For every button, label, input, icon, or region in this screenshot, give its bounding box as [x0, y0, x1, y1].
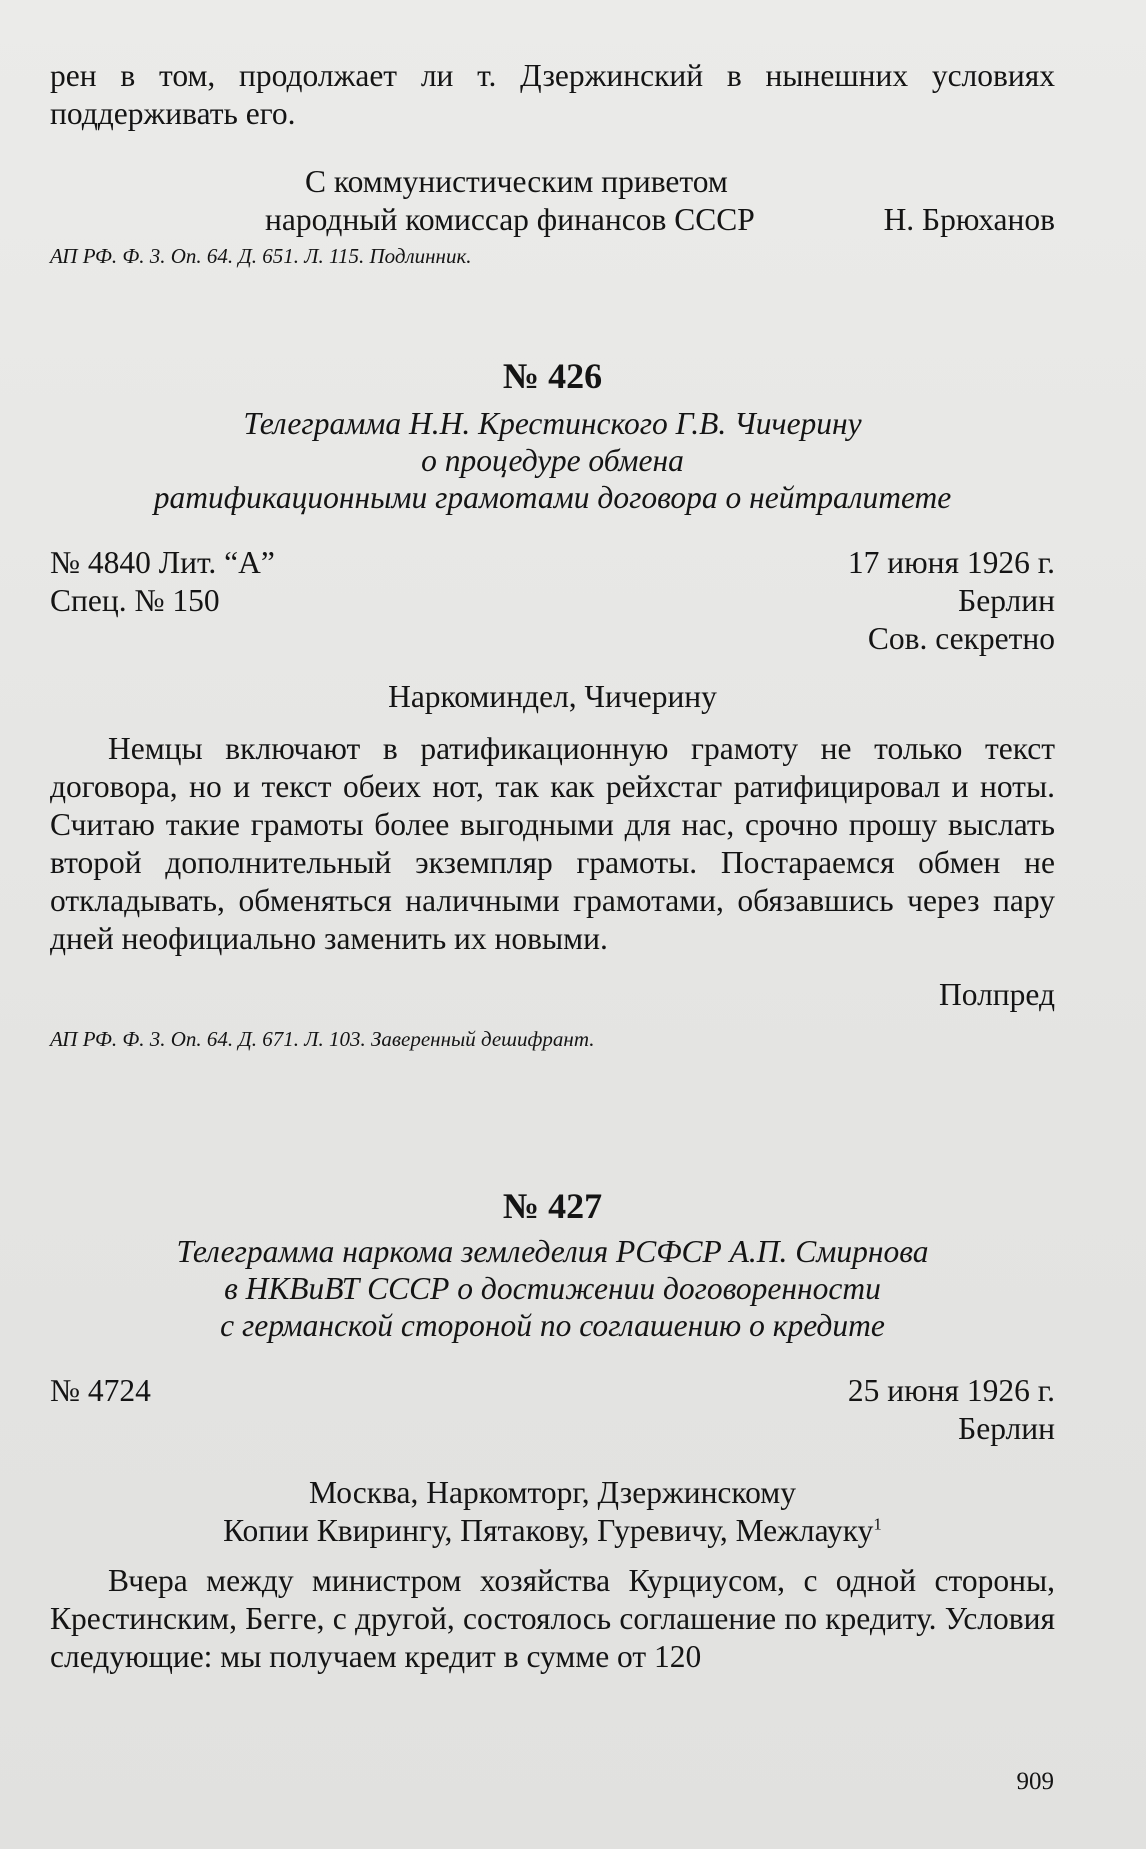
closing-greeting: С коммунистическим приветом [305, 164, 728, 199]
document-title-line: о процедуре обмена [421, 443, 684, 478]
reference-row [50, 1372, 1055, 1410]
signature-name: Н. Брюханов [883, 202, 1055, 237]
classification: Сов. секретно [867, 621, 1055, 656]
document-body: Немцы включают в ратификационную грамоту не только текст договора, но и текст обеих нот, так как рейхстаг ратифицировал и ноты. Считаю такие грамоты более выгодными для нас, срочно прошу выслать второй дополнительный экземпляр грамоты. Постараемся обмен не откладывать, обменяться наличными грамотами, обязавшись через пару дней неофициально заменить их новыми. [50, 731, 1055, 956]
page-number: 909 [1016, 1768, 1054, 1795]
special-number: Спец. № 150 [50, 583, 220, 618]
intro-paragraph: рен в том, продолжает ли т. Дзержинский в нынешних условиях поддерживать его. [50, 58, 1055, 131]
document-place: Берлин [958, 1411, 1055, 1446]
document-number: № 427 [502, 1186, 603, 1226]
reference-row [50, 544, 1055, 582]
archive-source: АП РФ. Ф. 3. Оп. 64. Д. 671. Л. 103. Заверенный дешифрант. [50, 1027, 595, 1051]
reference-number: № 4724 [50, 1373, 151, 1408]
document-427 [50, 1185, 1055, 1676]
reference-number: № 4840 Лит. “А” [50, 545, 275, 580]
reference-row [50, 582, 1055, 620]
document-title-line: Телеграмма Н.Н. Крестинского Г.В. Чичерину [243, 406, 862, 441]
document-title-line: с германской стороной по соглашению о кредите [220, 1308, 885, 1343]
signature-role: народный комиссар финансов СССР [265, 202, 755, 237]
addressee: Москва, Наркомторг, Дзержинскому [309, 1475, 796, 1510]
signature-line [265, 201, 1055, 239]
document-title-line: ратификационными грамотами договора о нейтралитете [153, 480, 952, 515]
document-title-line: Телеграмма наркома земледелия РСФСР А.П. Смирнова [176, 1234, 929, 1269]
addressee: Наркоминдел, Чичерину [388, 679, 717, 714]
copies-line [50, 1512, 1055, 1550]
archive-source: АП РФ. Ф. 3. Оп. 64. Д. 651. Л. 115. Подлинник. [50, 244, 472, 268]
copies-recipients: Копии Квирингу, Пятакову, Гуревичу, Межлауку [223, 1513, 874, 1548]
document-body: Вчера между министром хозяйства Курциусом, с одной стороны, Крестинским, Бегге, с другой, состоялось соглашение по кредиту. Условия следующие: мы получаем кредит в сумме от 120 [50, 1563, 1055, 1674]
intro-section [50, 57, 1055, 269]
document-title-line: в НКВиВТ СССР о достижении договоренности [224, 1271, 881, 1306]
signature: Полпред [938, 977, 1055, 1012]
document-426 [50, 355, 1055, 1052]
document-date: 25 июня 1926 г. [847, 1373, 1055, 1408]
document-place: Берлин [958, 583, 1055, 618]
document-date: 17 июня 1926 г. [847, 545, 1055, 580]
footnote-mark: 1 [873, 1514, 882, 1534]
document-number: № 426 [502, 356, 603, 396]
